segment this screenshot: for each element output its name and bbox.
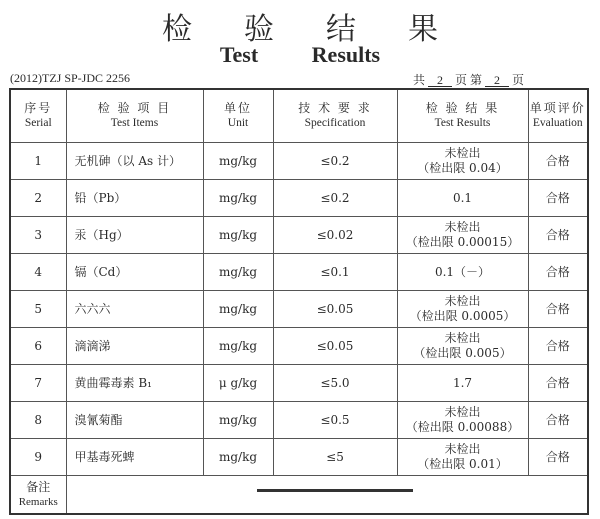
serial-cell: 3 bbox=[10, 217, 66, 254]
remarks-row bbox=[10, 476, 588, 515]
evaluation-cell: 合格 bbox=[528, 328, 588, 365]
test-result-value: 未检出 bbox=[444, 220, 481, 234]
test-result-cell bbox=[397, 365, 528, 402]
test-result-cell bbox=[397, 328, 528, 365]
table-row bbox=[10, 402, 588, 439]
serial-cell: 7 bbox=[10, 365, 66, 402]
specification-cell: ≤0.02 bbox=[273, 217, 397, 254]
column-header-test-items: 检 验 项 目 Test Items bbox=[66, 89, 203, 143]
serial-cell: 2 bbox=[10, 180, 66, 217]
column-header-test-results: 检 验 结 果 Test Results bbox=[397, 89, 528, 143]
serial-cell: 8 bbox=[10, 402, 66, 439]
specification-cell: ≤5.0 bbox=[273, 365, 397, 402]
remarks-label: 备注 Remarks bbox=[10, 476, 66, 515]
test-result-cell bbox=[397, 291, 528, 328]
title-english: Test Results bbox=[219, 42, 381, 67]
unit-cell: mg/kg bbox=[203, 291, 273, 328]
test-item-cell: 铅（Pb） bbox=[66, 180, 203, 217]
unit-cell: mg/kg bbox=[203, 217, 273, 254]
test-result-cell bbox=[397, 402, 528, 439]
specification-cell: ≤0.2 bbox=[273, 143, 397, 180]
detection-limit: （检出限 0.00015） bbox=[405, 235, 520, 249]
column-header-evaluation: 单项评价 Evaluation bbox=[528, 89, 588, 143]
column-header-specification: 技 术 要 求 Specification bbox=[273, 89, 397, 143]
results-table bbox=[9, 88, 589, 515]
table-row bbox=[10, 365, 588, 402]
evaluation-cell: 合格 bbox=[528, 143, 588, 180]
test-result-cell bbox=[397, 180, 528, 217]
table-row bbox=[10, 328, 588, 365]
test-result-cell bbox=[397, 254, 528, 291]
title-chinese: 检验结果 bbox=[162, 12, 490, 47]
test-result-cell bbox=[397, 217, 528, 254]
detection-limit: （检出限 0.01） bbox=[417, 457, 508, 471]
test-item-cell: 滴滴涕 bbox=[66, 328, 203, 365]
specification-cell: ≤0.05 bbox=[273, 291, 397, 328]
evaluation-cell: 合格 bbox=[528, 254, 588, 291]
unit-cell: mg/kg bbox=[203, 143, 273, 180]
detection-limit: （检出限 0.0005） bbox=[409, 309, 516, 323]
evaluation-cell: 合格 bbox=[528, 217, 588, 254]
test-result-value: 0.1 bbox=[452, 190, 473, 205]
test-item-cell: 镉（Cd） bbox=[66, 254, 203, 291]
column-header-unit: 单位 Unit bbox=[203, 89, 273, 143]
serial-cell: 6 bbox=[10, 328, 66, 365]
page-total-prefix: 共 bbox=[413, 73, 426, 87]
column-header-serial: 序号 Serial bbox=[10, 89, 66, 143]
report-number: (2012)TZJ SP-JDC 2256 bbox=[10, 71, 131, 85]
remarks-rule-line bbox=[257, 489, 413, 492]
table-row bbox=[10, 439, 588, 476]
test-item-cell: 黄曲霉毒素 B₁ bbox=[66, 365, 203, 402]
evaluation-cell: 合格 bbox=[528, 291, 588, 328]
table-row bbox=[10, 291, 588, 328]
specification-cell: ≤0.5 bbox=[273, 402, 397, 439]
serial-cell: 4 bbox=[10, 254, 66, 291]
test-item-cell: 无机砷（以 As 计） bbox=[66, 143, 203, 180]
page-current-suffix: 页 bbox=[512, 73, 525, 87]
detection-limit: （检出限 0.005） bbox=[413, 346, 512, 360]
unit-cell: mg/kg bbox=[203, 254, 273, 291]
test-item-cell: 汞（Hg） bbox=[66, 217, 203, 254]
table-header-row bbox=[10, 89, 588, 143]
unit-cell: mg/kg bbox=[203, 328, 273, 365]
detection-limit: （检出限 0.00088） bbox=[405, 420, 520, 434]
detection-limit: （检出限 0.04） bbox=[417, 161, 508, 175]
test-result-value: 未检出 bbox=[444, 331, 481, 345]
test-result-cell bbox=[397, 143, 528, 180]
table-row bbox=[10, 217, 588, 254]
test-result-value: 未检出 bbox=[444, 405, 481, 419]
test-result-cell bbox=[397, 439, 528, 476]
unit-cell: mg/kg bbox=[203, 439, 273, 476]
page-total: 2 bbox=[428, 74, 452, 87]
table-row bbox=[10, 180, 588, 217]
page-current: 2 bbox=[485, 74, 509, 87]
test-item-cell: 溴氰菊酯 bbox=[66, 402, 203, 439]
page-total-suffix: 页 第 bbox=[455, 73, 483, 87]
test-result-value: 1.7 bbox=[452, 375, 473, 390]
specification-cell: ≤0.2 bbox=[273, 180, 397, 217]
specification-cell: ≤5 bbox=[273, 439, 397, 476]
table-row bbox=[10, 254, 588, 291]
evaluation-cell: 合格 bbox=[528, 180, 588, 217]
unit-cell: mg/kg bbox=[203, 180, 273, 217]
page-indicator bbox=[413, 71, 524, 88]
serial-cell: 9 bbox=[10, 439, 66, 476]
test-item-cell: 甲基毒死蜱 bbox=[66, 439, 203, 476]
table-row bbox=[10, 143, 588, 180]
specification-cell: ≤0.05 bbox=[273, 328, 397, 365]
serial-cell: 1 bbox=[10, 143, 66, 180]
unit-cell: μ g/kg bbox=[203, 365, 273, 402]
test-result-value: 未检出 bbox=[444, 294, 481, 308]
remarks-content bbox=[66, 476, 588, 515]
test-result-value: 未检出 bbox=[444, 146, 481, 160]
test-result-value: 未检出 bbox=[444, 442, 481, 456]
test-item-cell: 六六六 bbox=[66, 291, 203, 328]
test-result-value: 0.1（－） bbox=[434, 264, 491, 279]
evaluation-cell: 合格 bbox=[528, 439, 588, 476]
evaluation-cell: 合格 bbox=[528, 365, 588, 402]
serial-cell: 5 bbox=[10, 291, 66, 328]
evaluation-cell: 合格 bbox=[528, 402, 588, 439]
specification-cell: ≤0.1 bbox=[273, 254, 397, 291]
unit-cell: mg/kg bbox=[203, 402, 273, 439]
